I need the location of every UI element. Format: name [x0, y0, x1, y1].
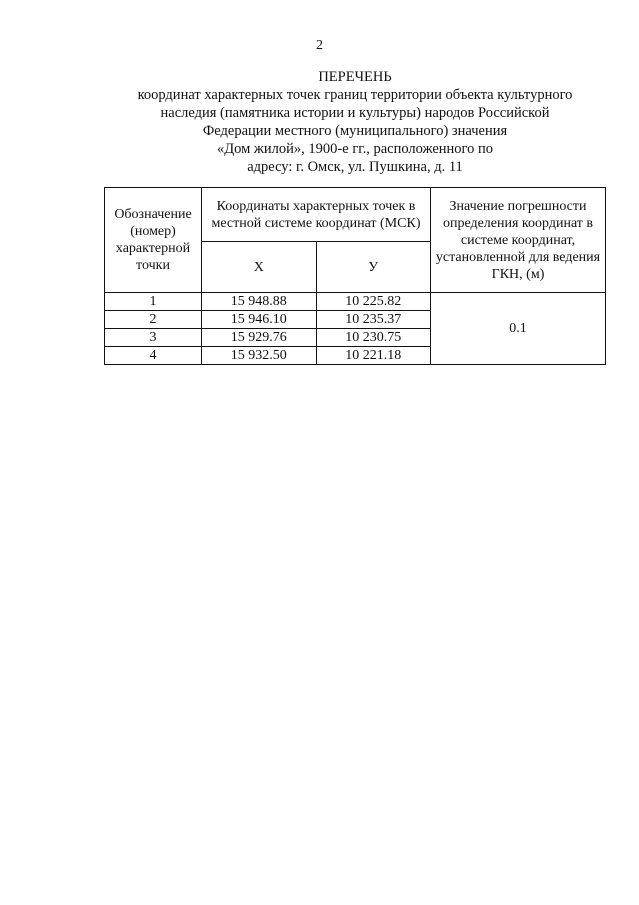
cell-y: 10 235.37 [316, 311, 431, 329]
page-number: 2 [316, 38, 323, 53]
header-point-designation: Обозначение (номер) характерной точки [105, 188, 202, 293]
cell-point: 4 [105, 347, 202, 365]
header-x: Х [202, 242, 317, 293]
heading-line: координат характерных точек границ территории объекта культурного [137, 87, 573, 103]
cell-x: 15 946.10 [202, 311, 317, 329]
heading-line: адресу: г. Омск, ул. Пушкина, д. 11 [247, 159, 463, 175]
heading-line: «Дом жилой», 1900-е гг., расположенного по [216, 141, 494, 157]
cell-x: 15 948.88 [202, 293, 317, 311]
cell-y: 10 225.82 [316, 293, 431, 311]
cell-point: 2 [105, 311, 202, 329]
heading-title: ПЕРЕЧЕНЬ [318, 69, 392, 85]
cell-x: 15 929.76 [202, 329, 317, 347]
cell-point: 3 [105, 329, 202, 347]
table-row [105, 293, 606, 311]
cell-y: 10 230.75 [316, 329, 431, 347]
heading-line: наследия (памятника истории и культуры) народов Российской [160, 105, 550, 121]
coordinates-table [104, 187, 606, 365]
cell-point: 1 [105, 293, 202, 311]
header-coordinates: Координаты характерных точек в местной системе координат (МСК) [202, 188, 431, 242]
cell-y: 10 221.18 [316, 347, 431, 365]
document-heading [90, 68, 620, 176]
cell-x: 15 932.50 [202, 347, 317, 365]
header-y: У [316, 242, 431, 293]
header-error-value: Значение погрешности определения координат в системе координат, установленной для ведения ГКН, (м) [431, 188, 606, 293]
cell-error-value: 0.1 [431, 293, 606, 365]
heading-line: Федерации местного (муниципального) значения [202, 123, 508, 139]
